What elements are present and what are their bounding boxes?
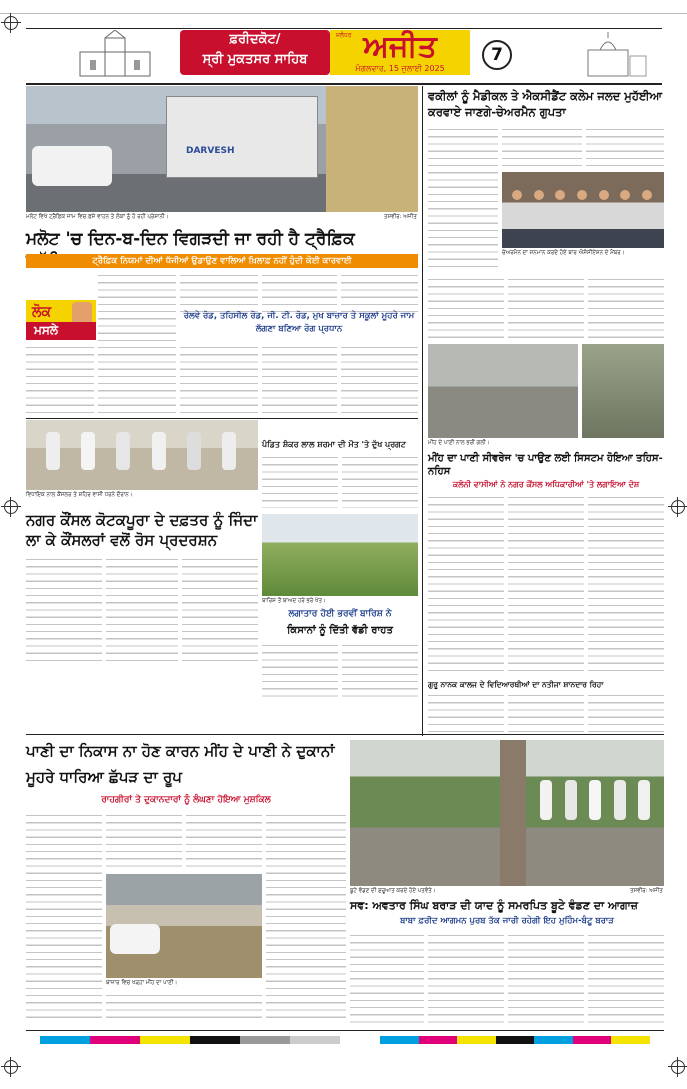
masle-bar <box>26 322 96 340</box>
story1-col3-text <box>180 272 258 312</box>
color-calibration-bar-right <box>380 1036 650 1044</box>
story8-subhead: ਬਾਬਾ ਫ਼ਰੀਦ ਆਗਮਨ ਪੁਰਬ ਤੱਕ ਜਾਰੀ ਰਹੇਗੀ ਇਹ ਮੁਹਿੰਮ-ਬੰਟੂ ਬਰਾੜ <box>400 916 614 926</box>
fort-drawing <box>60 30 170 78</box>
story1-col4-text <box>262 272 337 312</box>
registration-mark-icon <box>4 1060 18 1074</box>
registration-mark-icon <box>4 500 18 514</box>
story1-subhead: ਟ੍ਰੈਫ਼ਿਕ ਨਿਯਮਾਂ ਦੀਆਂ ਧੱਜੀਆਂ ਉਡਾਉਣ ਵਾਲਿਆਂ ਖ਼ਿਲਾਫ਼ ਨਹੀਂ ਹੁੰਦੀ ਕੋਈ ਕਾਰਵਾਈ <box>26 254 418 268</box>
story4-col2-text <box>106 556 178 666</box>
flooded-market-photo <box>106 874 262 978</box>
story7-col3-text <box>186 812 262 872</box>
truck-sign: DARVESH <box>186 146 235 156</box>
white-car-shape <box>110 924 160 954</box>
protest-photo <box>26 420 258 490</box>
story6-col2-text <box>508 494 584 676</box>
story4-col3-text <box>182 556 258 666</box>
story8-headline: ਸਵ: ਅਵਤਾਰ ਸਿੰਘ ਬਰਾੜ ਦੀ ਯਾਦ ਨੂੰ ਸਮਰਪਿਤ ਬੂਟੇ ਵੰਡਣ ਦਾ ਆਗਾਜ਼ <box>350 899 638 912</box>
story8-col4-text <box>588 932 664 1026</box>
story5-col1-text <box>262 642 338 698</box>
story4-headline: ਨਗਰ ਕੌਂਸਲ ਕੋਟਕਪੂਰਾ ਦੇ ਦਫ਼ਤਰ ਨੂੰ ਜਿੰਦਾ ਲਾ ਕੇ ਕੌਂਸਲਰਾਂ ਵਲੋਂ ਰੋਸ ਪ੍ਰਦਰਸ਼ਨ <box>26 511 258 549</box>
story9-col1-text <box>428 692 504 732</box>
story1-col2-text <box>98 272 176 416</box>
print-info-strip <box>0 0 687 14</box>
building-shape <box>326 86 418 212</box>
story1-col3b-text <box>180 344 258 416</box>
story5-kicker: ਲਗਾਤਾਰ ਹੋਈ ਭਰਵੀਂ ਬਾਰਿਸ਼ ਨੇ <box>288 609 392 619</box>
story6-subhead: ਕਲੋਨੀ ਵਾਸੀਆਂ ਨੇ ਨਗਰ ਕੌਂਸਲ ਅਧਿਕਾਰੀਆਂ 'ਤੇ ਲਗਾਇਆ ਦੋਸ਼ <box>452 480 640 489</box>
row-divider <box>26 418 418 419</box>
traffic-photo-caption: ਮਲੋਟ ਵਿਖੇ ਟ੍ਰੈਫ਼ਿਕ ਜਾਮ ਵਿਚ ਫਸੇ ਵਾਹਨ ਤੇ ਲੋਕਾਂ ਨੂੰ ਹੋ ਰਹੀ ਪ੍ਰੇਸ਼ਾਨੀ। <box>26 214 169 220</box>
chairman-photo-caption: ਚੇਅਰਮੈਨ ਦਾ ਸਨਮਾਨ ਕਰਦੇ ਹੋਏ ਬਾਰ ਐਸੋਸੀਏਸ਼ਨ ਦੇ ਮੈਂਬਰ। <box>502 250 625 256</box>
story3-col2-text <box>342 454 418 508</box>
shrine-drawing <box>560 30 656 78</box>
attendees-row <box>540 780 650 820</box>
story3-col1-text <box>262 454 338 508</box>
story9-col3-text <box>588 692 664 732</box>
saplings-photo <box>350 740 664 886</box>
truck-shape <box>166 96 318 178</box>
edition-badge <box>180 30 330 75</box>
edition-line2: ਸ੍ਰੀ ਮੁਕਤਸਰ ਸਾਹਿਬ <box>202 52 308 67</box>
page-number: 7 <box>482 40 512 70</box>
lok-label: ਲੋਕ <box>32 304 52 320</box>
color-calibration-bar <box>40 1036 340 1044</box>
story6-headline: ਮੀਂਹ ਦਾ ਪਾਣੀ ਸੀਵਰੇਜ 'ਚ ਪਾਉਣ ਲਈ ਸਿਸਟਮ ਹੋਇਆ ਤਹਿਸ-ਨਹਿਸ <box>428 453 663 477</box>
story3-headline: ਪੰਡਿਤ ਸ਼ੰਕਰ ਲਾਲ ਸ਼ਰਮਾ ਦੀ ਮੌਤ 'ਤੇ ਦੁੱਖ ਪ੍ਰਗਟ <box>262 440 406 449</box>
tree-trunk-shape <box>500 740 526 886</box>
column-divider <box>422 86 423 736</box>
story4-col1-text <box>26 556 102 666</box>
fields-photo-caption: ਬਾਰਿਸ਼ ਤੋਂ ਬਾਅਦ ਹਰੇ ਭਰੇ ਖੇਤ। <box>262 598 326 604</box>
row-divider <box>26 734 664 735</box>
story1-blue-quote: ਰੇਲਵੇ ਰੋਡ, ਤਹਿਸੀਲ ਰੋਡ, ਜੀ. ਟੀ. ਰੋਡ, ਮੁਖ ਬਾਜ਼ਾਰ ਤੇ ਸਕੂਲਾਂ ਮੂਹਰੇ ਜਾਮ ਲੱਗਣਾ ਬਣਿਆ ਰੋਗ ਪ੍ਰਧਾਨ <box>183 311 415 334</box>
drain-photo <box>582 344 664 438</box>
story7-col2-text <box>106 812 182 872</box>
story7-headline: ਪਾਣੀ ਦਾ ਨਿਕਾਸ ਨਾ ਹੋਣ ਕਾਰਨ ਮੀਂਹ ਦੇ ਪਾਣੀ ਨੇ ਦੁਕਾਨਾਂ ਮੂਹਰੇ ਧਾਰਿਆ ਛੱਪੜ ਦਾ ਰੂਪ <box>26 742 335 786</box>
story1-col4b-text <box>262 344 337 416</box>
row-divider <box>26 1030 664 1031</box>
story2-col5-text <box>508 276 584 340</box>
issue-date: ਮੰਗਲਵਾਰ, 15 ਜੁਲਾਈ 2025 <box>355 64 445 73</box>
traffic-photo <box>26 86 418 212</box>
paper-name: ਅਜੀਤ <box>363 29 437 64</box>
story5-headline: ਕਿਸਾਨਾਂ ਨੂੰ ਦਿੱਤੀ ਵੱਡੀ ਰਾਹਤ <box>287 625 393 636</box>
edition-line1: ਫ਼ਰੀਦਕੋਟ/ <box>229 32 281 47</box>
registration-mark-icon <box>671 500 685 514</box>
story5-col2-text <box>342 642 418 698</box>
fields-photo <box>262 514 418 596</box>
story7-col4-text <box>266 812 346 1022</box>
story1-headline: ਮਲੋਟ 'ਚ ਦਿਨ-ਬ-ਦਿਨ ਵਿਗੜਦੀ ਜਾ ਰਹੀ ਹੈ ਟ੍ਰੈਫ਼ਿਕ <box>26 229 355 249</box>
saplings-photo-credit: ਤਸਵੀਰ: ਅਜੀਤ <box>630 888 663 894</box>
flooded-market-caption: ਬਾਜ਼ਾਰ ਵਿਚ ਖੜ੍ਹਾ ਮੀਂਹ ਦਾ ਪਾਣੀ। <box>106 980 178 986</box>
people-row <box>512 190 652 202</box>
story7-col5-text <box>106 992 262 1022</box>
story8-col2-text <box>428 932 504 1026</box>
story7-col1-text <box>26 812 102 1022</box>
registration-mark-icon <box>671 1060 685 1074</box>
protest-people <box>46 432 236 472</box>
masle-label: ਮਸਲੇ <box>34 323 59 337</box>
chairman-photo <box>502 172 664 248</box>
story6-col3-text <box>588 494 664 676</box>
traffic-photo-credit: ਤਸਵੀਰ: ਅਜੀਤ <box>384 214 417 220</box>
story1-col5b-text <box>341 344 418 416</box>
story2-col3-text <box>586 126 664 170</box>
story6-col1-text <box>428 494 504 676</box>
protest-photo-caption: ਵਿਧਾਇਕ ਨਾਲ ਕੌਂਸਲਰ ਤੇ ਸ਼ਹਿਰ ਵਾਸੀ ਧਰਨੇ ਦੌਰਾਨ। <box>26 492 133 498</box>
story2-col2-text <box>502 126 582 170</box>
story8-col1-text <box>350 932 424 1026</box>
paper-nameplate <box>330 30 470 75</box>
car-shape <box>32 146 112 186</box>
story2-headline: ਵਕੀਲਾਂ ਨੂੰ ਮੈਡੀਕਲ ਤੇ ਐਕਸੀਡੈਂਟ ਕਲੇਮ ਜਲਦ ਮੁਹੱਈਆ ਕਰਵਾਏ ਜਾਣਗੇ-ਚੇਅਰਮੈਨ ਗੁਪਤਾ <box>428 89 663 119</box>
story1-col1-text <box>26 344 94 416</box>
story9-col2-text <box>508 692 584 732</box>
waterlogged-street-photo <box>428 344 578 438</box>
saplings-photo-caption: ਬੂਟੇ ਵੰਡਣ ਦੀ ਸ਼ੁਰੂਆਤ ਕਰਦੇ ਹੋਏ ਪਤਵੰਤੇ। <box>350 888 436 894</box>
paper-city: ਜਲੰਧਰ <box>336 32 352 39</box>
story8-col3-text <box>508 932 584 1026</box>
story6-photo-caption: ਮੀਂਹ ਦੇ ਪਾਣੀ ਨਾਲ ਭਰੀ ਗਲੀ। <box>428 440 490 446</box>
story2-col4-text <box>428 276 504 340</box>
registration-mark-icon <box>4 16 18 30</box>
story1-col5-text <box>341 272 418 312</box>
story7-subhead: ਰਾਹਗੀਰਾਂ ਤੇ ਦੁਕਾਨਦਾਰਾਂ ਨੂੰ ਲੰਘਣਾ ਹੋਇਆ ਮੁਸ਼ਕਿਲ <box>101 795 271 805</box>
story2-col1-text <box>428 126 498 272</box>
story9-headline: ਗੁਰੂ ਨਾਨਕ ਕਾਲਜ ਦੇ ਵਿਦਿਆਰਥੀਆਂ ਦਾ ਨਤੀਜਾ ਸ਼ਾਨਦਾਰ ਰਿਹਾ <box>428 680 604 689</box>
story2-col6-text <box>588 276 664 340</box>
